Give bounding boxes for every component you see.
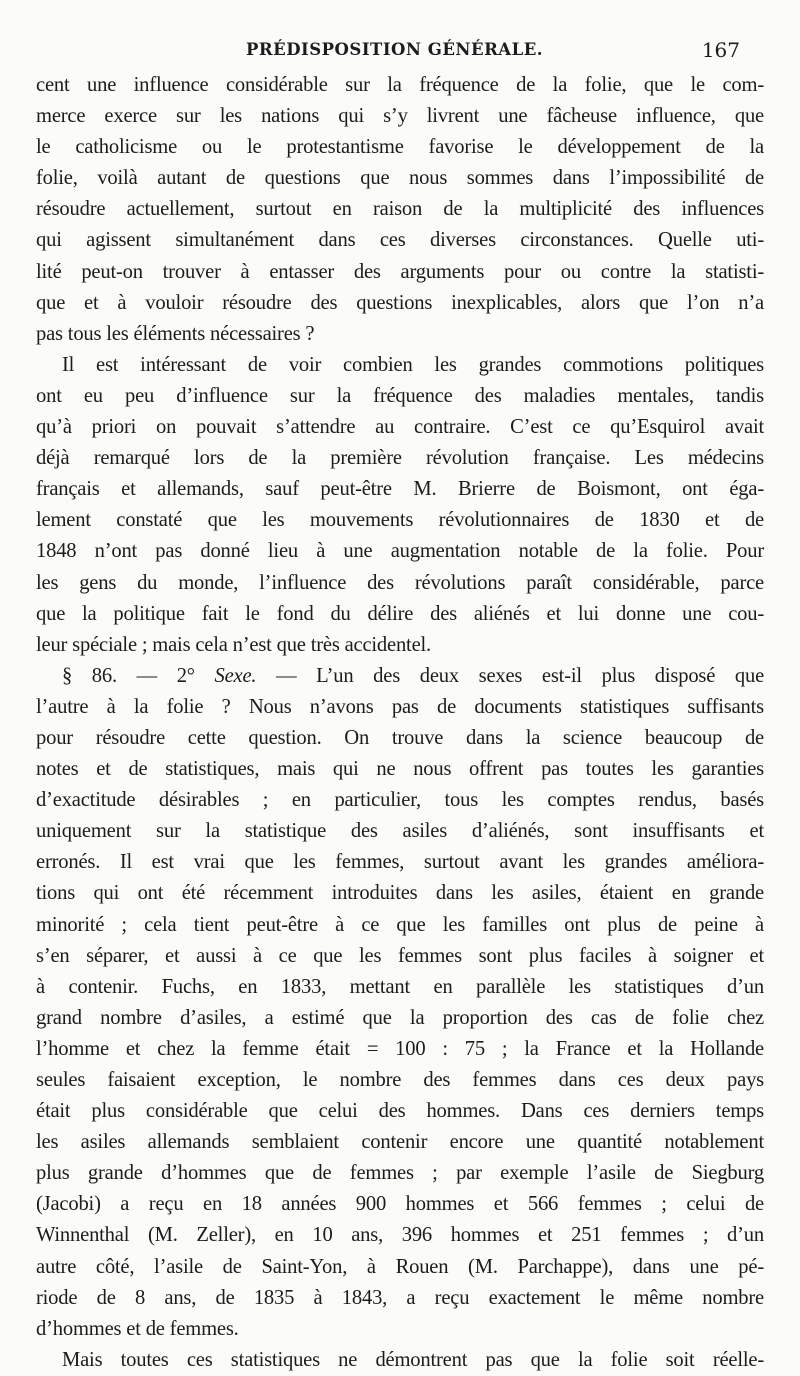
text-line: riode de 8 ans, de 1835 à 1843, a reçu exactement le même nombre: [36, 1286, 764, 1309]
text-line: était plus considérable que celui des hommes. Dans ces derniers temps: [36, 1100, 764, 1123]
text-line: à contenir. Fuchs, en 1833, mettant en parallèle les statistiques d’un: [36, 975, 764, 998]
text-line: résoudre actuellement, surtout en raison de la multiplicité des influences: [36, 198, 764, 221]
text-line: déjà remarqué lors de la première révolution française. Les médecins: [36, 447, 764, 470]
text-line: les asiles allemands semblaient contenir encore une quantité notablement: [36, 1131, 764, 1154]
text-line: lité peut-on trouver à entasser des arguments pour ou contre la statisti-: [36, 260, 764, 283]
text-line: [36, 661, 764, 692]
text-line: plus grande d’hommes que de femmes ; par exemple l’asile de Siegburg: [36, 1162, 764, 1185]
text-line: merce exerce sur les nations qui s’y livrent une fâcheuse influence, que: [36, 105, 764, 128]
text-line: notes et de statistiques, mais qui ne nous offrent pas toutes les garanties: [36, 758, 764, 781]
text-line: tions qui ont été récemment introduites dans les asiles, étaient en grande: [36, 882, 764, 905]
text-line: que et à vouloir résoudre des questions inexplicables, alors que l’on n’a: [36, 291, 764, 314]
running-title: PRÉDISPOSITION GÉNÉRALE.: [246, 40, 544, 59]
text-line: 1848 n’ont pas donné lieu à une augmentation notable de la folie. Pour: [36, 540, 764, 563]
text-line: Il est intéressant de voir combien les grandes commotions politiques: [62, 353, 764, 376]
text-line: (Jacobi) a reçu en 18 années 900 hommes et 566 femmes ; celui de: [36, 1193, 764, 1216]
text-line: Winnenthal (M. Zeller), en 10 ans, 396 hommes et 251 femmes ; d’un: [36, 1224, 764, 1247]
text-line: les gens du monde, l’influence des révolutions paraît considérable, parce: [36, 571, 764, 594]
text-line: erronés. Il est vrai que les femmes, surtout avant les grandes améliora-: [36, 851, 764, 874]
text-line: leur spéciale ; mais cela n’est que très accidentel.: [36, 633, 431, 656]
text-line: l’autre à la folie ? Nous n’avons pas de documents statistiques suffisants: [36, 695, 764, 718]
text-line: français et allemands, sauf peut-être M. Brierre de Boismont, ont éga-: [36, 478, 764, 501]
text-line: cent une influence considérable sur la fréquence de la folie, que le com-: [36, 74, 764, 96]
text-line: que la politique fait le fond du délire des aliénés et lui donne une cou-: [36, 602, 764, 625]
text-line: qui agissent simultanément dans ces diverses circonstances. Quelle uti-: [36, 229, 764, 252]
section-heading-italic: Sexe.: [214, 664, 257, 687]
text-line: d’exactitude désirables ; en particulier, tous les comptes rendus, basés: [36, 789, 764, 812]
text-line: grand nombre d’asiles, a estimé que la proportion des cas de folie chez: [36, 1006, 764, 1029]
text-line: l’homme et chez la femme était = 100 : 75 ; la France et la Hollande: [36, 1037, 764, 1060]
text-line: minorité ; cela tient peut-être à ce que les familles ont plus de peine à: [36, 913, 764, 936]
text-segment: § 86. — 2°: [62, 664, 215, 687]
text-line: pas tous les éléments nécessaires ?: [36, 322, 315, 345]
text-line: ont eu peu d’influence sur la fréquence des maladies mentales, tandis: [36, 384, 764, 407]
body-text: [36, 70, 764, 1376]
text-segment: — L’un des deux sexes est-il plus disposé que: [256, 664, 765, 687]
text-line: qu’à priori on pouvait s’attendre au contraire. C’est ce qu’Esquirol avait: [36, 416, 764, 439]
text-line: lement constaté que les mouvements révolutionnaires de 1830 et de: [36, 509, 764, 532]
text-line: s’en séparer, et aussi à ce que les femmes sont plus faciles à soigner et: [36, 944, 764, 967]
text-line: d’hommes et de femmes.: [36, 1317, 239, 1340]
text-line: le catholicisme ou le protestantisme favorise le développement de la: [36, 136, 764, 159]
text-line: folie, voilà autant de questions que nous sommes dans l’impossibilité de: [36, 167, 764, 190]
text-line: autre côté, l’asile de Saint-Yon, à Rouen (M. Parchappe), dans une pé-: [36, 1255, 764, 1278]
page-number: 167: [701, 38, 740, 62]
text-line: pour résoudre cette question. On trouve dans la science beaucoup de: [36, 726, 764, 749]
text-line: Mais toutes ces statistiques ne démontrent pas que la folie soit réelle-: [62, 1348, 764, 1371]
text-line: uniquement sur la statistique des asiles d’aliénés, sont insuffisants et: [36, 820, 764, 843]
page-header: [36, 38, 740, 66]
text-line: seules faisaient exception, le nombre des femmes dans ces deux pays: [36, 1069, 764, 1091]
